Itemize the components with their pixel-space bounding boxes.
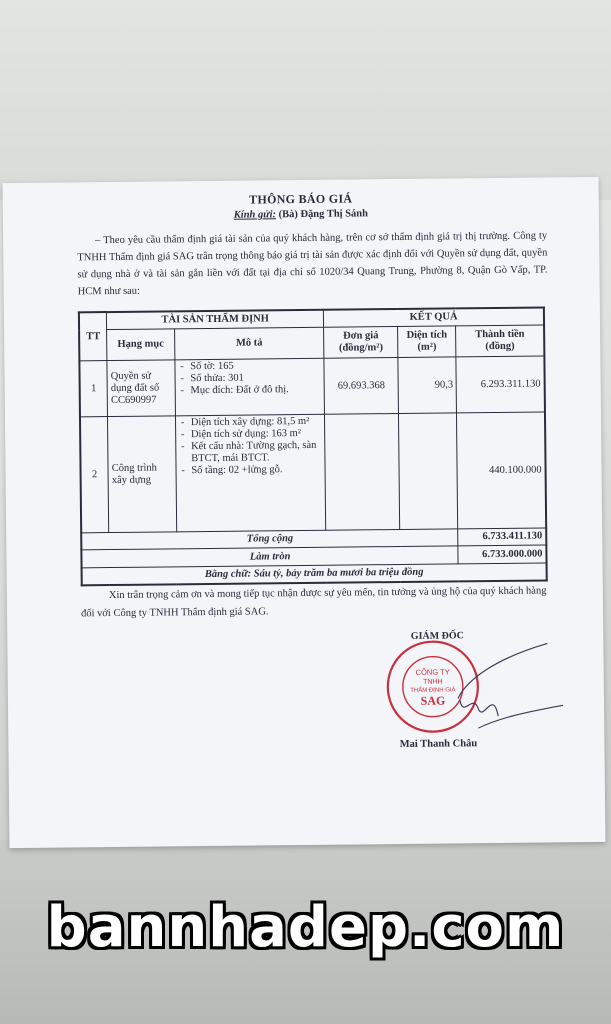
desc-item: - Diện tích sử dụng: 163 m² xyxy=(191,428,322,441)
header-results-group: KẾT QUẢ xyxy=(324,307,544,327)
director-label: GIÁM ĐỐC xyxy=(410,630,464,642)
greeting-name: (Bà) Đặng Thị Sánh xyxy=(275,208,369,221)
row-category: Quyền sử dụng đất số CC690997 xyxy=(107,360,175,417)
stamp-text-line: TNHH xyxy=(423,678,443,686)
row-area xyxy=(398,413,458,530)
row-description xyxy=(175,415,326,533)
rounded-value: 6.733.000.000 xyxy=(458,545,546,563)
valuation-table xyxy=(78,306,548,586)
row-amount: 6.293.311.130 xyxy=(456,356,545,413)
total-value: 6.733.411.130 xyxy=(458,528,546,546)
header-area: Diện tích (m²) xyxy=(398,326,457,358)
site-watermark: bannhadep.com xyxy=(46,895,565,960)
signer-name: Mai Thanh Châu xyxy=(399,738,478,751)
stamp-text-line: THẨM ĐỊNH GIÁ xyxy=(410,687,456,694)
row-unit-price xyxy=(325,414,400,531)
rounded-label: Làm tròn xyxy=(81,546,458,567)
row-amount: 440.100.000 xyxy=(457,412,546,529)
header-description: Mô tả xyxy=(174,328,324,361)
desc-item: - Kết cấu nhà: Tường gạch, sàn BTCT, mái BTCT. xyxy=(191,440,322,465)
stamp-text-line: SAG xyxy=(420,693,446,708)
row-category: Công trình xây dựng xyxy=(108,416,177,533)
desc-item: - Số tờ: 165 xyxy=(190,360,321,373)
document-sheet xyxy=(3,177,606,848)
header-amount: Thành tiền (đồng) xyxy=(456,325,544,357)
signature xyxy=(437,637,568,738)
total-label: Tổng cộng xyxy=(81,529,458,550)
desc-item: - Mục đích: Đất ở đô thị. xyxy=(190,384,321,397)
intro-paragraph: – Theo yêu cầu thẩm định giá tài sản của quý khách hàng, trên cơ sở thẩm định giá trị thị trường. Công ty TNHH Thẩm định giá SAG trân trọng thông báo giá trị tài sản được xác định đối với Quyền sử dụng đất, quyền sử dụng nhà ở và tài sản gắn liền với đất tại địa chỉ số 1020/34 Quang Trung, Phường 8, Quận Gò Vấp, TP. HCM như sau: xyxy=(77,230,548,298)
table-row xyxy=(79,356,545,417)
row-tt: 2 xyxy=(80,417,109,533)
desc-item: - Diện tích xây dựng: 81,5 m² xyxy=(191,416,322,429)
document-title: THÔNG BÁO GIÁ xyxy=(249,191,353,207)
background-wall xyxy=(0,0,611,200)
header-unit-price: Đơn giá (đồng/m²) xyxy=(324,327,398,359)
row-description xyxy=(175,359,325,417)
closing-paragraph: Xin trân trọng cảm ơn và mong tiếp tục nhận được sự yêu mến, tin tưởng và ủng hộ của quý khách hàng đối với Công ty TNHH Thẩm định giá SAG. xyxy=(80,585,547,620)
desc-item: - Số thửa: 301 xyxy=(190,372,321,385)
in-words: Bằng chữ: Sáu tỷ, bảy trăm ba mươi ba triệu đồng xyxy=(82,563,547,586)
table-row xyxy=(80,412,546,533)
header-category: Hạng mục xyxy=(107,329,175,361)
stamp-text-line: CÔNG TY xyxy=(415,667,450,677)
row-area: 90,3 xyxy=(398,357,457,414)
row-tt: 1 xyxy=(79,361,107,417)
row-unit-price: 69.693.368 xyxy=(324,358,398,415)
desc-item: - Số tầng: 02 +lửng gỗ. xyxy=(191,464,322,477)
header-tt: TT xyxy=(79,312,107,361)
header-assets-group: TÀI SẢN THẨM ĐỊNH xyxy=(107,310,324,330)
greeting-label: Kính gửi: xyxy=(233,209,277,221)
in-words-row xyxy=(82,563,547,586)
